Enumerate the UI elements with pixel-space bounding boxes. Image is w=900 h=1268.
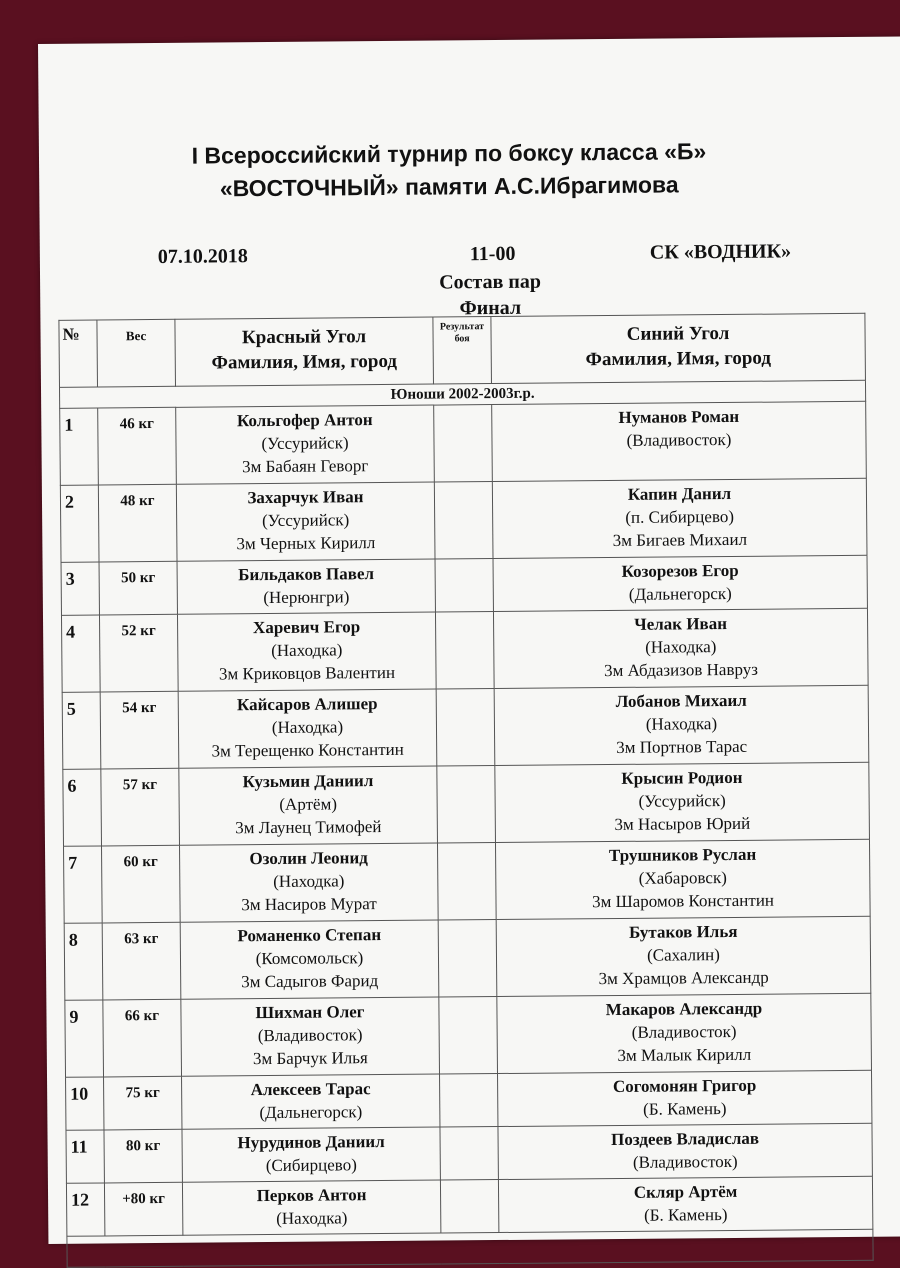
blue-fighter-city: (Б. Камень) bbox=[643, 1205, 728, 1225]
red-fighter-city: (Артём) bbox=[279, 794, 338, 814]
red-fighter-city: (Дальнегорск) bbox=[259, 1102, 363, 1123]
blue-fighter-city: (Владивосток) bbox=[626, 429, 732, 450]
blue-fighter-city: (Дальнегорск) bbox=[628, 583, 732, 604]
event-time: 11-00 bbox=[469, 242, 516, 266]
blue-fighter-coach: 3м Портнов Тарас bbox=[616, 736, 748, 757]
result-cell bbox=[440, 1127, 498, 1181]
table-row bbox=[64, 839, 871, 923]
blue-fighter-coach: 3м Шаромов Константин bbox=[591, 890, 775, 912]
red-fighter-coach: 3м Насиров Мурат bbox=[241, 894, 377, 915]
result-cell bbox=[436, 689, 495, 767]
red-fighter-coach: 3м Садыгов Фарид bbox=[241, 971, 379, 992]
blue-fighter-city: (Владивосток) bbox=[632, 1151, 738, 1172]
weight-class: 46 кг bbox=[98, 407, 177, 485]
blue-fighter-city: (Уссурийск) bbox=[638, 791, 726, 811]
red-corner-cell bbox=[177, 559, 435, 614]
red-corner-cell bbox=[182, 1074, 440, 1129]
blue-corner-cell bbox=[493, 555, 867, 611]
result-cell bbox=[438, 920, 497, 998]
bout-number: 8 bbox=[64, 923, 103, 1000]
red-fighter-name: Кузьмин Даниил bbox=[242, 771, 374, 792]
bout-number: 4 bbox=[61, 615, 100, 692]
red-corner-cell bbox=[179, 766, 438, 845]
red-corner-label: Красный Угол bbox=[241, 326, 367, 349]
empty-cell bbox=[67, 1229, 873, 1267]
column-header-red-corner bbox=[175, 317, 434, 386]
blue-fighter-name: Нуманов Роман bbox=[618, 406, 740, 427]
red-fighter-coach: 3м Барчук Илья bbox=[252, 1048, 368, 1069]
stage-heading: Финал bbox=[459, 296, 522, 320]
weight-class: 57 кг bbox=[101, 768, 180, 846]
table-row bbox=[64, 916, 871, 1000]
blue-corner-cell bbox=[492, 478, 867, 558]
bout-number: 7 bbox=[64, 846, 103, 923]
pairs-heading: Состав пар bbox=[439, 270, 542, 294]
blue-fighter-name: Согомонян Григор bbox=[612, 1075, 757, 1097]
table-row bbox=[63, 762, 870, 846]
red-fighter-name: Харевич Егор bbox=[252, 617, 361, 638]
red-fighter-name: Шихман Олег bbox=[255, 1002, 365, 1023]
blue-corner-cell bbox=[494, 685, 869, 765]
weight-class: 48 кг bbox=[98, 484, 177, 562]
red-fighter-coach: 3м Лаунец Тимофей bbox=[235, 817, 382, 838]
red-fighter-name: Перков Антон bbox=[256, 1185, 367, 1206]
result-cell bbox=[437, 843, 496, 921]
blue-corner-cell bbox=[498, 1070, 872, 1126]
blue-fighter-city: (Б. Камень) bbox=[643, 1099, 727, 1119]
result-cell bbox=[439, 997, 498, 1075]
blue-fighter-city: (п. Сибирцево) bbox=[625, 506, 735, 527]
red-corner-cell bbox=[178, 689, 437, 768]
result-cell bbox=[437, 766, 496, 844]
red-fighter-city: (Сибирцево) bbox=[265, 1155, 357, 1176]
blue-fighter-city: (Находка) bbox=[645, 637, 717, 657]
weight-class: 52 кг bbox=[99, 614, 178, 692]
bout-number: 5 bbox=[62, 692, 101, 769]
blue-corner-label: Синий Угол bbox=[626, 322, 730, 345]
blue-fighter-coach: 3м Насыров Юрий bbox=[614, 813, 751, 834]
red-fighter-coach: 3м Криковцов Валентин bbox=[218, 662, 396, 684]
blue-fighter-name: Капин Данил bbox=[627, 483, 732, 504]
blue-corner-cell bbox=[498, 1123, 872, 1179]
column-header-result bbox=[433, 317, 492, 385]
empty-row bbox=[67, 1229, 873, 1267]
result-label: Результат bbox=[439, 321, 485, 333]
column-header-weight: Вес bbox=[97, 319, 176, 387]
column-header-number: № bbox=[59, 320, 98, 387]
red-corner-cell bbox=[176, 405, 435, 484]
red-fighter-city: (Находка) bbox=[276, 1208, 348, 1228]
weight-class: +80 кг bbox=[104, 1182, 182, 1236]
blue-corner-cell bbox=[492, 401, 867, 481]
blue-corner-cell bbox=[493, 608, 868, 688]
weight-class: 66 кг bbox=[103, 999, 182, 1077]
red-corner-cell bbox=[176, 482, 435, 561]
table-row bbox=[62, 685, 869, 769]
red-corner-cell bbox=[181, 997, 440, 1076]
blue-fighter-name: Поздеев Владислав bbox=[611, 1128, 760, 1150]
red-fighter-coach: 3м Черных Кирилл bbox=[236, 533, 376, 554]
red-fighter-name: Романенко Степан bbox=[237, 925, 382, 946]
blue-fighter-name: Макаров Александр bbox=[605, 998, 763, 1020]
bout-number: 12 bbox=[66, 1183, 104, 1236]
red-fighter-city: (Находка) bbox=[271, 640, 343, 660]
blue-fighter-name: Скляр Артём bbox=[633, 1181, 738, 1202]
blue-fighter-name: Лобанов Михаил bbox=[615, 690, 747, 711]
red-fighter-city: (Комсомольск) bbox=[255, 948, 364, 969]
result-sublabel: боя bbox=[454, 333, 470, 345]
result-cell bbox=[440, 1180, 498, 1234]
weight-class: 50 кг bbox=[99, 561, 177, 615]
bout-number: 2 bbox=[60, 485, 99, 562]
red-corner-cell bbox=[180, 920, 439, 999]
red-fighter-name: Бильдаков Павел bbox=[238, 564, 375, 585]
tournament-title: I Всероссийский турнир по боксу класса «Б» bbox=[191, 138, 707, 169]
red-fighter-city: (Находка) bbox=[271, 717, 344, 737]
red-fighter-name: Кайсаров Алишер bbox=[236, 694, 378, 715]
red-fighter-name: Захарчук Иван bbox=[247, 487, 364, 508]
blue-fighter-name: Крысин Родион bbox=[621, 767, 743, 788]
blue-fighter-coach: 3м Бигаев Михаил bbox=[612, 529, 748, 551]
result-cell bbox=[440, 1074, 498, 1128]
table-row bbox=[66, 1176, 872, 1236]
blue-corner-cell bbox=[495, 839, 870, 919]
weight-class: 80 кг bbox=[104, 1129, 182, 1183]
blue-fighter-coach: 3м Абдазизов Навруз bbox=[603, 659, 759, 681]
red-corner-cell bbox=[182, 1180, 440, 1235]
blue-fighter-name: Бутаков Илья bbox=[628, 921, 738, 942]
red-corner-sublabel: Фамилия, Имя, город bbox=[211, 350, 398, 374]
result-cell bbox=[435, 559, 493, 613]
red-fighter-city: (Находка) bbox=[273, 871, 345, 891]
table-row bbox=[66, 1123, 872, 1183]
red-fighter-city: (Уссурийск) bbox=[261, 433, 349, 454]
bout-number: 11 bbox=[66, 1130, 104, 1183]
red-fighter-name: Озолин Леонид bbox=[249, 848, 368, 869]
red-fighter-name: Алексеев Тарас bbox=[250, 1079, 371, 1100]
table-row bbox=[60, 478, 867, 562]
bout-number: 1 bbox=[60, 408, 99, 485]
bouts-table bbox=[58, 313, 873, 1268]
blue-fighter-coach: 3м Храмцов Александр bbox=[598, 967, 769, 989]
weight-class: 63 кг bbox=[102, 922, 181, 1000]
table-row bbox=[61, 555, 867, 615]
blue-fighter-city: (Хабаровск) bbox=[638, 868, 727, 888]
result-cell bbox=[434, 405, 493, 483]
document-sheet bbox=[38, 36, 900, 1244]
event-date: 07.10.2018 bbox=[157, 245, 248, 268]
blue-fighter-city: (Сахалин) bbox=[646, 945, 720, 965]
red-fighter-city: (Владивосток) bbox=[257, 1025, 363, 1046]
table-row bbox=[66, 1070, 872, 1130]
table-header-row bbox=[59, 313, 866, 387]
result-cell bbox=[434, 482, 493, 560]
bout-number: 3 bbox=[61, 562, 99, 615]
blue-fighter-city: (Владивосток) bbox=[631, 1021, 737, 1042]
blue-fighter-name: Трушников Руслан bbox=[608, 844, 757, 866]
blue-corner-sublabel: Фамилия, Имя, город bbox=[585, 347, 772, 371]
event-venue: СК «ВОДНИК» bbox=[649, 240, 792, 264]
weight-class: 60 кг bbox=[102, 845, 181, 923]
red-corner-cell bbox=[179, 843, 438, 922]
red-corner-cell bbox=[182, 1127, 440, 1182]
red-fighter-name: Кольгофер Антон bbox=[236, 410, 373, 431]
bout-number: 9 bbox=[65, 1000, 104, 1077]
red-fighter-coach: 3м Бабаян Геворг bbox=[242, 456, 369, 477]
red-fighter-city: (Уссурийск) bbox=[261, 510, 350, 531]
red-fighter-city: (Нерюнгри) bbox=[263, 587, 350, 608]
weight-class: 75 кг bbox=[104, 1076, 182, 1130]
tournament-subtitle: «ВОСТОЧНЫЙ» памяти А.С.Ибрагимова bbox=[219, 171, 679, 202]
weight-class: 54 кг bbox=[100, 691, 179, 769]
result-cell bbox=[435, 612, 494, 690]
blue-fighter-name: Челак Иван bbox=[634, 614, 728, 634]
red-fighter-name: Нурудинов Даниил bbox=[237, 1132, 385, 1153]
blue-fighter-city: (Находка) bbox=[645, 714, 718, 734]
blue-fighter-coach: 3м Малык Кирилл bbox=[617, 1044, 752, 1065]
blue-corner-cell bbox=[496, 916, 871, 996]
red-corner-cell bbox=[177, 612, 436, 691]
column-header-blue-corner bbox=[491, 313, 866, 383]
age-group-label: Юноши 2002-2003г.р. bbox=[59, 380, 865, 408]
bout-number: 10 bbox=[66, 1077, 104, 1130]
red-fighter-coach: 3м Терещенко Константин bbox=[211, 739, 404, 761]
blue-fighter-name: Козорезов Егор bbox=[621, 560, 739, 581]
blue-corner-cell bbox=[495, 762, 870, 842]
table-row bbox=[65, 993, 872, 1077]
blue-corner-cell bbox=[497, 993, 872, 1073]
blue-corner-cell bbox=[498, 1176, 872, 1232]
bout-number: 6 bbox=[63, 769, 102, 846]
table-row bbox=[60, 401, 867, 485]
table-row bbox=[61, 608, 868, 692]
